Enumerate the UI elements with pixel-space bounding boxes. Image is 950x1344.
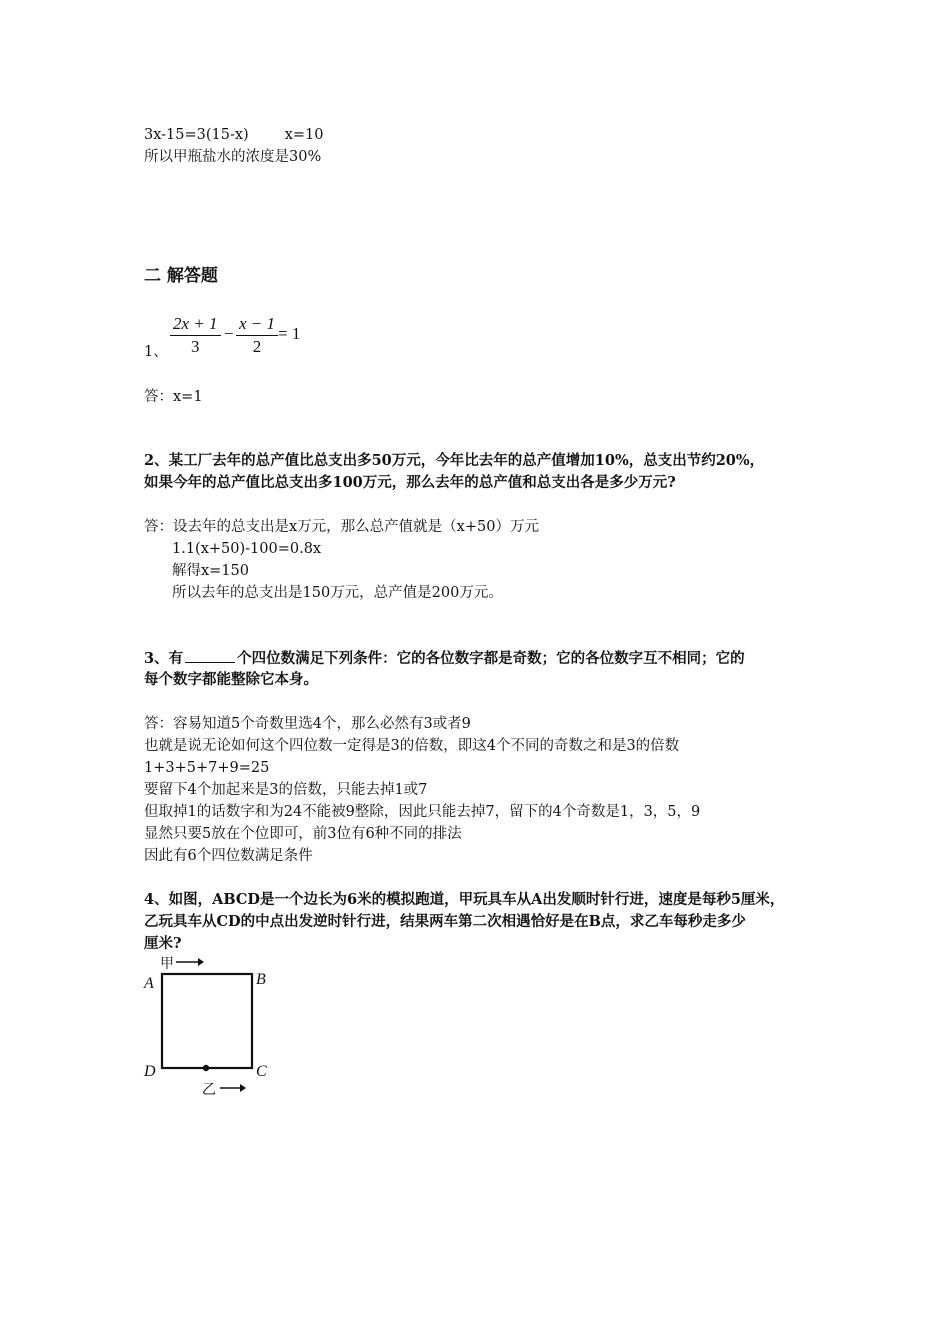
q3-answer-line-5: 但取掉1的话数字和为24不能被9整除，因此只能去掉7，留下的4个奇数是1，3，5，9 — [144, 804, 701, 820]
q1-frac1-numerator: 2x + 1 — [173, 314, 218, 333]
car-yi-arrow — [220, 1084, 246, 1092]
q4-text-line-2: 乙玩具车从CD的中点出发逆时针行进，结果两车第二次相遇恰好是在B点，求乙车每秒走多少 — [144, 913, 746, 930]
q3-answer-line-1: 答：容易知道5个奇数里选4个，那么必然有3或者9 — [144, 716, 471, 732]
q3-answer-line-3: 1+3+5+7+9=25 — [144, 760, 270, 776]
q1-fraction-1 — [170, 313, 221, 358]
q2-text-line-1: 2、某工厂去年的总产值比总支出多50万元，今年比去年的总产值增加10%，总支出节约20%， — [144, 452, 765, 469]
vertex-a-label: A — [144, 975, 154, 992]
q1-rhs: = 1 — [278, 324, 301, 343]
q4-text-line-1: 4、如图，ABCD是一个边长为6米的模拟跑道，甲玩具车从A出发顺时针行进，速度是每秒5厘米， — [144, 891, 785, 908]
q1-answer: 答：x=1 — [144, 389, 203, 405]
intro-conclusion: 所以甲瓶盐水的浓度是30% — [144, 149, 322, 165]
q1-frac2-numerator: x − 1 — [239, 314, 276, 333]
intro-solution: x=10 — [284, 127, 324, 143]
q1-minus: − — [224, 324, 234, 343]
cd-midpoint-dot — [203, 1065, 209, 1071]
q1-fraction-2 — [236, 313, 278, 358]
q4-track-diagram — [140, 950, 280, 1100]
q3-answer-line-6: 显然只要5放在个位即可，前3位有6种不同的排法 — [144, 826, 462, 842]
q2-answer-line-4: 所以去年的总支出是150万元，总产值是200万元。 — [172, 585, 503, 601]
car-jia-label: 甲 — [160, 956, 174, 972]
q3-text-start: 3、有 — [144, 650, 184, 667]
q2-answer-line-3: 解得x=150 — [172, 563, 250, 579]
q3-text-line-2: 每个数字都能整除它本身。 — [144, 671, 318, 688]
car-jia-arrow — [176, 958, 204, 966]
q2-answer-line-2: 1.1(x+50)-100=0.8x — [172, 541, 322, 557]
q1-frac1-denominator: 3 — [170, 335, 221, 358]
q3-answer-line-7: 因此有6个四位数满足条件 — [144, 848, 313, 864]
vertex-c-label: C — [256, 1063, 267, 1080]
intro-equation: 3x-15=3(15-x) — [144, 127, 249, 143]
vertex-b-label: B — [256, 971, 266, 988]
section-heading: 二 解答题 — [144, 266, 218, 286]
q4-text-line-3: 厘米? — [144, 935, 182, 952]
q1-label: 1、 — [144, 344, 168, 360]
q2-answer-line-1: 答：设去年的总支出是x万元，那么总产值就是（x+50）万元 — [144, 519, 539, 535]
q3-answer-line-4: 要留下4个加起来是3的倍数，只能去掉1或7 — [144, 782, 428, 798]
vertex-d-label: D — [144, 1063, 156, 1080]
q2-text-line-2: 如果今年的总产值比总支出多100万元，那么去年的总产值和总支出各是多少万元? — [144, 474, 676, 491]
q1-frac2-denominator: 2 — [236, 335, 278, 358]
track-square — [162, 974, 252, 1068]
q3-answer-line-2: 也就是说无论如何这个四位数一定得是3的倍数，即这4个不同的奇数之和是3的倍数 — [144, 738, 680, 754]
car-yi-label: 乙 — [202, 1082, 216, 1098]
q3-text-line-1 — [144, 648, 745, 669]
q3-blank — [185, 648, 235, 663]
q3-text-end: 个四位数满足下列条件：它的各位数字都是奇数；它的各位数字互不相同；它的 — [237, 650, 745, 667]
intro-equation-line — [144, 125, 324, 145]
